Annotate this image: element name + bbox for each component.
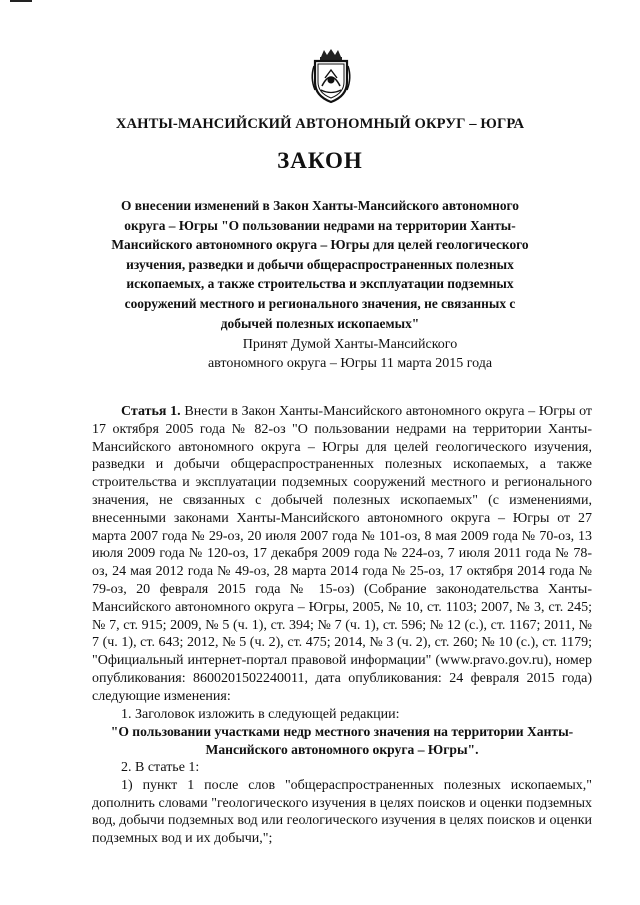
amendment-item-2-1: 1) пункт 1 после слов "общераспространенных полезных ископаемых," дополнить словами "геологического изучения в целях поисков и оценки подземных вод, добычи подземных вод или геологического изучения в целях поисков и оценки подземных вод и их добычи,";	[92, 777, 592, 847]
amendment-item-1: 1. Заголовок изложить в следующей редакции:	[121, 706, 400, 722]
article-1-text: Внести в Закон Ханты-Мансийского автономного округа – Югры от 17 октября 2005 года № 82-оз "О пользовании недрами на территории Ханты-Мансийского автономного округа – Югры для целей геологического изучения, разведки и добычи общераспространенных полезных ископаемых, а также строительства и эксплуатации подземных сооружений местного и регионального значения, не связанных с добычей полезных ископаемых" (с изменениями, внесенными законами Ханты-Мансийского автономного округа – Югры от 27 марта 2007 года № 29-оз, 20 июля 2007 года № 101-оз, 8 мая 2009 года № 70-оз, 13 июля 2009 года № 120-оз, 17 декабря 2009 года № 224-оз, 7 июля 2011 года № 78-оз, 24 мая 2012 года № 49-оз, 28 марта 2014 года № 25-оз, 17 октября 2014 года № 79-оз, 20 февраля 2015 года № 15-оз) (Собрание законодательства Ханты-Мансийского автономного округа – Югры, 2005, № 10, ст. 1103; 2007, № 3, ст. 245; № 7, ст. 915; 2009, № 5 (ч. 1), ст. 394; № 7 (ч. 1), ст. 596; № 12 (с.), ст. 1167; 2011, № 7 (ч. 1), ст. 643; 2012, № 5 (ч. 2), ст. 475; 2014, № 3 (ч. 2), ст. 260; № 10 (с.), ст. 1179; "Официальный интернет-портал правовой информации" (www.pravo.gov.ru), номер опубликования: 8600201502240011, дата опубликования: 24 февраля 2015 года) следующие изменения:	[92, 404, 593, 704]
region-header: ХАНТЫ-МАНСИЙСКИЙ АВТОНОМНЫЙ ОКРУГ – ЮГРА	[115, 116, 525, 132]
law-title: ЗАКОН	[277, 148, 363, 173]
adoption-line-2: автономного округа – Югры 11 марта 2015 года	[207, 356, 493, 371]
amendment-item-2: 2. В статье 1:	[121, 759, 200, 775]
law-body	[92, 403, 592, 848]
adoption-note	[160, 335, 540, 373]
law-subject: О внесении изменений в Закон Ханты-Мансийского автономного округа – Югры "О пользовании недрами на территории Ханты-Мансийского автономного округа – Югры для целей геологического изучения, разведки и добычи общераспространенных полезных ископаемых, а также строительства и эксплуатации подземных сооружений местного и регионального значения, не связанных с добычей полезных ископаемых"	[111, 198, 529, 331]
new-law-title: "О пользовании участками недр местного значения на территории Ханты-Мансийского автономного округа – Югры".	[110, 724, 574, 758]
coat-of-arms-icon	[309, 48, 353, 104]
scan-corner-mark	[10, 0, 32, 2]
adoption-line-1: Принят Думой Ханты-Мансийского	[242, 337, 458, 352]
article-1-label: Статья 1.	[121, 404, 181, 419]
article-1-paragraph	[92, 403, 592, 706]
